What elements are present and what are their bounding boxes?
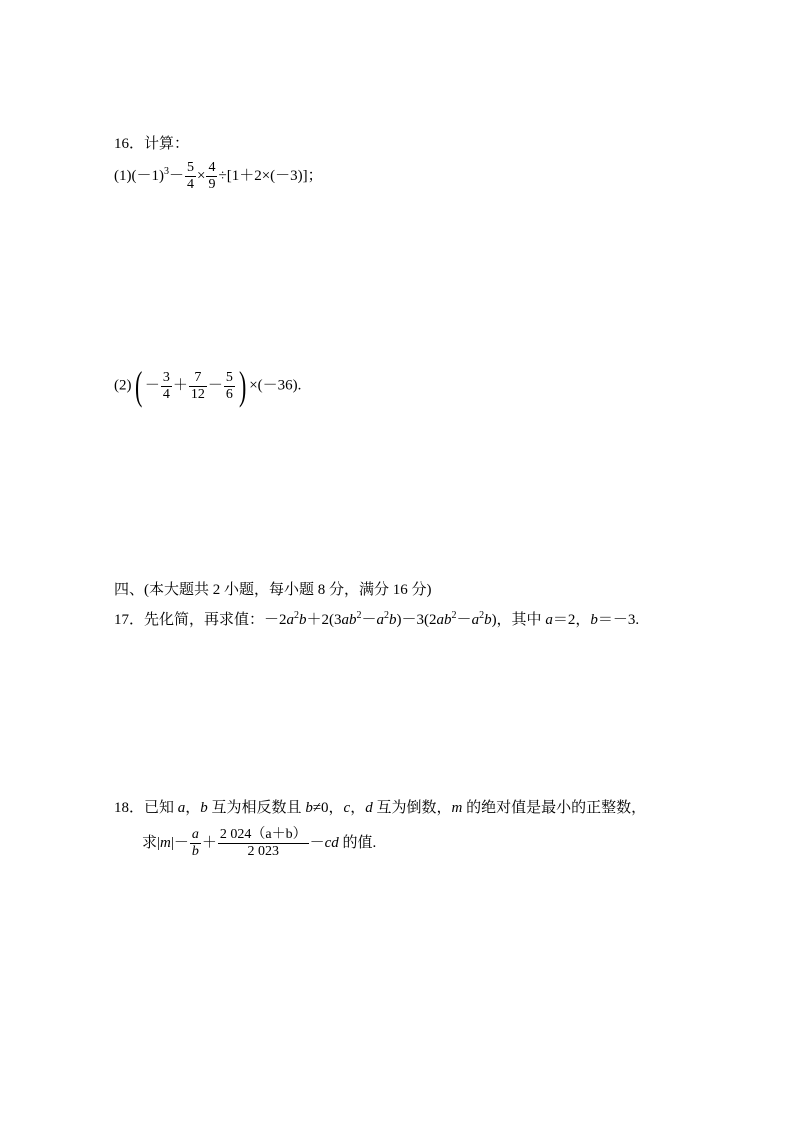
q18-text: 的绝对值是最小的正整数， — [462, 800, 647, 816]
q18-plus: ＋ — [201, 834, 217, 851]
q17-text: － — [361, 612, 377, 628]
q16-p2-left-paren: ( — [134, 363, 142, 408]
var-cd: cd — [324, 834, 339, 851]
q16-p1-exp: 3 — [163, 165, 169, 177]
q18-label: 18． — [114, 800, 145, 816]
q18-text: ， — [350, 800, 366, 816]
var-d: d — [365, 800, 373, 816]
var-b: b — [389, 612, 397, 628]
q18-text: |－ — [170, 834, 189, 851]
q17-text: )－3(2 — [396, 612, 437, 628]
q17-text: － — [456, 612, 472, 628]
q16-part2 — [114, 363, 302, 408]
q16-part1 — [114, 160, 323, 193]
q17 — [114, 610, 640, 628]
var-a: a — [471, 612, 480, 628]
exponent: 2 — [294, 610, 300, 621]
var-b: b — [299, 612, 307, 628]
fraction-denominator: 2 023 — [247, 844, 279, 859]
q16-p2-minus1: － — [144, 377, 160, 394]
var-m: m — [160, 834, 171, 851]
q18-text: 的值. — [338, 834, 377, 851]
q16-p2-minus2: － — [207, 377, 223, 394]
var-ab: ab — [436, 612, 452, 628]
fraction-denominator: 4 — [187, 177, 194, 192]
var-b: b — [484, 612, 492, 628]
var-b: b — [200, 800, 208, 816]
exponent: 2 — [479, 610, 485, 621]
q18-text: － — [309, 834, 325, 851]
q18-fraction-2024 — [218, 827, 309, 860]
q18-text: ≠0， — [312, 800, 344, 816]
fraction-denominator: 9 — [208, 177, 216, 192]
q17-text: ＝－3. — [597, 612, 640, 628]
fraction-numerator: a — [191, 827, 199, 842]
q16-title: 16．计算： — [114, 136, 190, 152]
q18-text: 互为倒数， — [372, 800, 452, 816]
fraction-numerator: 2 024（a＋b） — [219, 827, 307, 842]
q16-p2-right-paren: ) — [238, 363, 247, 408]
q16-p1-minus: － — [168, 167, 184, 184]
q16-p1-prefix: (1)(－1) — [114, 167, 164, 184]
var-b: b — [305, 800, 313, 816]
fraction-denominator: b — [191, 844, 199, 859]
q16-p2-fraction-1 — [161, 370, 172, 403]
var-a: a — [545, 612, 553, 628]
var-a: a — [376, 612, 385, 628]
q16-p1-fraction-2 — [206, 160, 217, 193]
q18-fraction-a-over-b — [190, 827, 201, 860]
q17-text: ＋2(3 — [306, 612, 342, 628]
q17-text: ＝2， — [552, 612, 591, 628]
var-a: a — [177, 800, 186, 816]
q16-p2-prefix: (2) — [114, 377, 132, 394]
section-4-heading: 四、(本大题共 2 小题，每小题 8 分，满分 16 分) — [114, 582, 432, 598]
q16-p1-fraction-1 — [185, 160, 196, 193]
fraction-numerator: 4 — [208, 160, 216, 175]
q16-p2-fraction-3 — [224, 370, 235, 403]
fraction-numerator: 3 — [162, 369, 170, 385]
q16-p1-tail: ÷[1＋2×(－3)]； — [218, 167, 323, 184]
q16-p1-times: × — [197, 167, 206, 184]
var-m: m — [451, 800, 463, 816]
var-ab: ab — [341, 612, 357, 628]
fraction-denominator: 12 — [190, 386, 205, 402]
var-a: a — [286, 612, 295, 628]
q18-line-1 — [114, 801, 646, 816]
exponent: 2 — [356, 610, 362, 621]
exponent: 2 — [451, 610, 457, 621]
var-b: b — [590, 612, 598, 628]
fraction-denominator: 6 — [225, 386, 233, 402]
q16-p2-fraction-2 — [189, 370, 207, 403]
fraction-denominator: 4 — [162, 386, 170, 402]
q16-p2-plus: ＋ — [172, 377, 188, 394]
fraction-numerator: 5 — [187, 160, 194, 175]
q18-line-2 — [142, 827, 376, 860]
exponent: 2 — [384, 610, 390, 621]
fraction-numerator: 5 — [225, 369, 233, 385]
q17-text: )，其中 — [491, 612, 546, 628]
q18-text: ， — [185, 800, 201, 816]
q18-text: 已知 — [144, 800, 178, 816]
q17-text: 先化简，再求值：－2 — [144, 612, 287, 628]
q18-text: 求| — [142, 834, 161, 851]
var-c: c — [343, 800, 351, 816]
q18-text: 互为相反数且 — [207, 800, 306, 816]
fraction-numerator: 7 — [189, 370, 207, 387]
q17-label: 17． — [114, 612, 145, 628]
q16-p2-tail: ×(－36). — [249, 377, 302, 394]
